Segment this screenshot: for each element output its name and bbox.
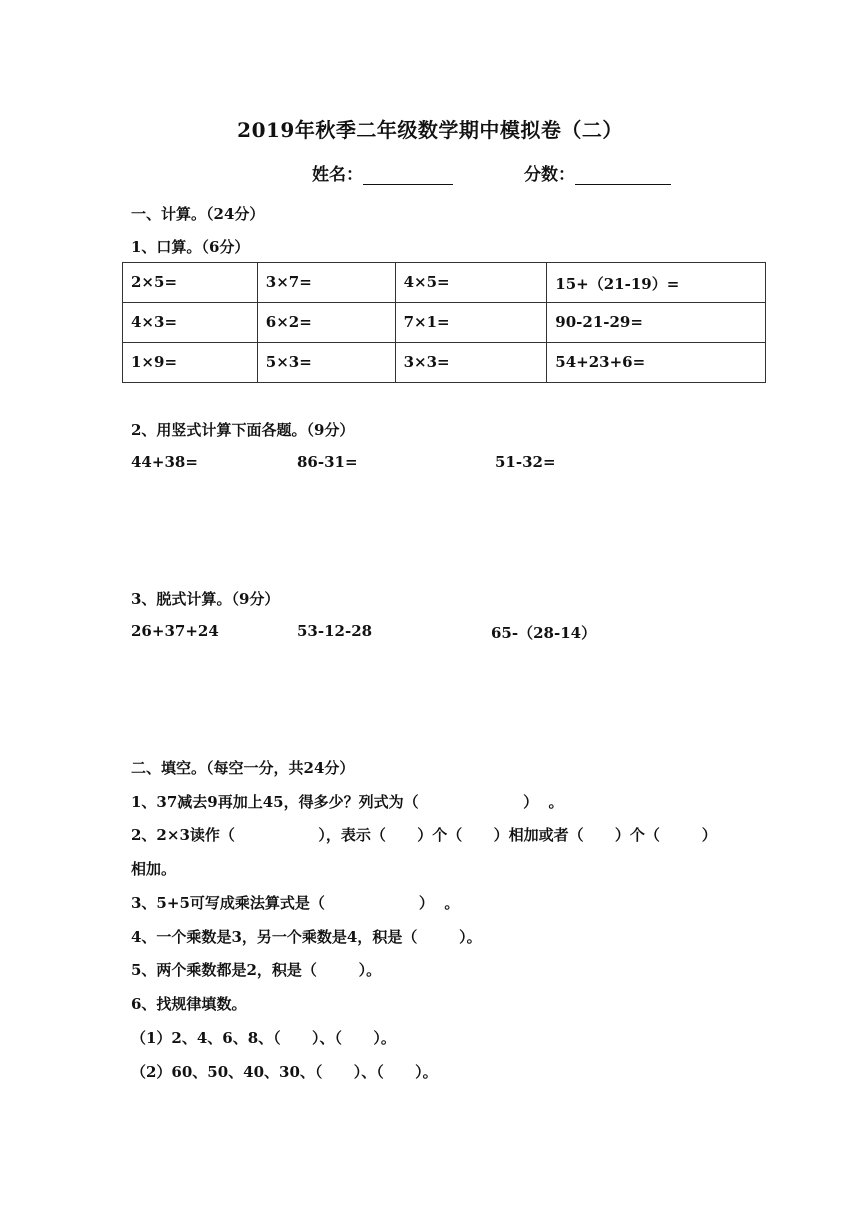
q3-item: 65-（28-14）: [491, 624, 597, 642]
q3-item: 53-12-28: [297, 622, 373, 640]
fill-question-continued: 相加。: [131, 860, 177, 878]
name-field: [312, 160, 453, 185]
name-blank[interactable]: [363, 166, 453, 185]
table-cell: 1×9=: [123, 343, 258, 383]
table-cell: 3×3=: [395, 343, 547, 383]
pattern-question: （2）60、50、40、30、（ ）、（ ）。: [131, 1063, 438, 1081]
fill-question: 5、两个乘数都是2，积是（ ）。: [131, 961, 382, 979]
exam-title: 2019年秋季二年级数学期中模拟卷（二）: [237, 118, 623, 142]
fill-question: 6、找规律填数。: [131, 995, 247, 1013]
table-cell: 2×5=: [123, 263, 258, 303]
score-label: 分数：: [524, 165, 575, 185]
table-cell: 3×7=: [257, 263, 395, 303]
pattern-question: （1）2、4、6、8、（ ）、（ ）。: [131, 1029, 396, 1047]
table-row: [123, 263, 766, 303]
table-cell: 4×5=: [395, 263, 547, 303]
q3-item: 26+37+24: [131, 622, 219, 640]
table-cell: 15+（21-19）=: [547, 263, 766, 303]
table-cell: 4×3=: [123, 303, 258, 343]
table-cell: 6×2=: [257, 303, 395, 343]
q2-item: 86-31=: [297, 453, 358, 471]
score-field: [524, 160, 671, 185]
score-blank[interactable]: [575, 166, 671, 185]
fill-question: 4、一个乘数是3，另一个乘数是4，积是（ ）。: [131, 928, 482, 946]
table-row: [123, 303, 766, 343]
table-cell: 90-21-29=: [547, 303, 766, 343]
q2-item: 51-32=: [495, 453, 556, 471]
section1-heading: 一、计算。（24分）: [131, 205, 265, 223]
table-row: [123, 343, 766, 383]
q2-heading: 2、用竖式计算下面各题。（9分）: [131, 421, 355, 439]
table-cell: 7×1=: [395, 303, 547, 343]
fill-question: 1、37减去9再加上45，得多少？列式为（ ） 。: [131, 793, 564, 811]
q3-heading: 3、脱式计算。（9分）: [131, 590, 280, 608]
table-cell: 5×3=: [257, 343, 395, 383]
table-cell: 54+23+6=: [547, 343, 766, 383]
name-label: 姓名：: [312, 165, 363, 185]
fill-question: 3、5+5可写成乘法算式是（ ） 。: [131, 894, 460, 912]
section2-heading: 二、填空。（每空一分，共24分）: [131, 759, 355, 777]
fill-question: 2、2×3读作（ ），表示（ ）个（ ）相加或者（ ）个（ ）: [131, 826, 717, 844]
q1-heading: 1、口算。（6分）: [131, 238, 250, 256]
mental-math-table: [122, 262, 766, 383]
q2-item: 44+38=: [131, 453, 198, 471]
